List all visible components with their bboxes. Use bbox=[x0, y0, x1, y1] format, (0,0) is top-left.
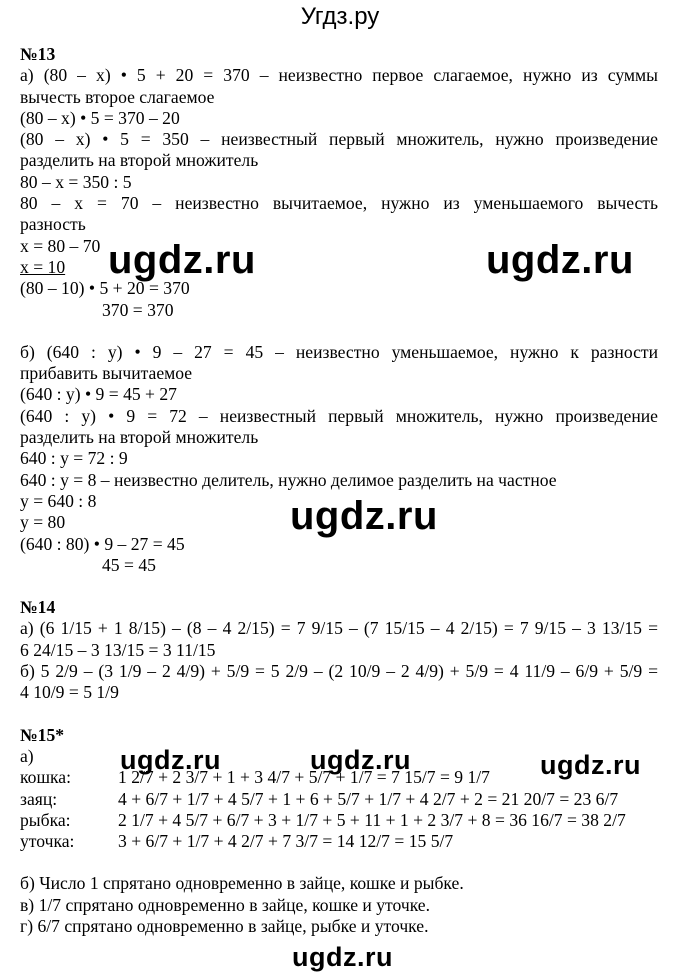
p13-a-line-9: х = 80 – 70 bbox=[20, 235, 101, 256]
p13-b-line-1: б) (640 : у) • 9 – 27 = 45 – неизвестно уменьшаемое, нужно к разности bbox=[20, 341, 658, 362]
p13-a-line-8: разность bbox=[20, 214, 86, 235]
solutions-content bbox=[20, 44, 658, 937]
p14-line-3: б) 5 2/9 – (3 1/9 – 2 4/9) + 5/9 = 5 2/9 – (2 10/9 – 2 4/9) + 5/9 = 4 11/9 – 6/9 + 5/9 = bbox=[20, 661, 658, 682]
p13-a-line-6: 80 – х = 350 : 5 bbox=[20, 171, 132, 192]
p13-b-line-6: 640 : у = 72 : 9 bbox=[20, 448, 128, 469]
p15-row-expr: 2 1/7 + 4 5/7 + 6/7 + 3 + 1/7 + 5 + 11 + 1 + 2 3/7 + 8 = 36 16/7 = 38 2/7 bbox=[118, 809, 626, 830]
p13-a-check: (80 – 10) • 5 + 20 = 370 bbox=[20, 278, 190, 299]
p15-row-expr: 1 2/7 + 2 3/7 + 1 + 3 4/7 + 5/7 + 1/7 = 7 15/7 = 9 1/7 bbox=[118, 767, 490, 788]
p15-answer-b: б) Число 1 спрятано одновременно в зайце, кошке и рыбке. bbox=[20, 873, 464, 894]
p13-a-line-5: разделить на второй множитель bbox=[20, 150, 259, 171]
p13-a-line-3: (80 – х) • 5 = 370 – 20 bbox=[20, 107, 180, 128]
p13-b-line-9: у = 80 bbox=[20, 512, 66, 533]
watermark: ugdz.ru bbox=[290, 494, 438, 538]
p15-answer-g: г) 6/7 спрятано одновременно в зайце, рыбке и уточке. bbox=[20, 915, 429, 936]
p13-b-line-3: (640 : у) • 9 = 45 + 27 bbox=[20, 384, 177, 405]
p15-row-hare bbox=[20, 789, 658, 810]
p15-part-a: а) bbox=[20, 745, 34, 766]
p15-row-label: уточка: bbox=[20, 831, 75, 852]
p15-row-duck bbox=[20, 831, 658, 852]
p15-row-fish bbox=[20, 810, 658, 831]
problem-14-heading: №14 bbox=[20, 597, 56, 618]
problem-13-heading: №13 bbox=[20, 44, 56, 64]
watermark: ugdz.ru bbox=[540, 750, 641, 780]
p13-b-check-result: 45 = 45 bbox=[102, 554, 156, 575]
p13-b-line-2: прибавить вычитаемое bbox=[20, 363, 193, 384]
p15-row-expr: 3 + 6/7 + 1/7 + 4 2/7 + 7 3/7 = 14 12/7 = 15 5/7 bbox=[118, 831, 454, 852]
watermark: ugdz.ru bbox=[120, 745, 221, 775]
p14-line-1: а) (6 1/15 + 1 8/15) – (8 – 4 2/15) = 7 9/15 – (7 15/15 – 4 2/15) = 7 9/15 – 3 13/15 = bbox=[20, 618, 658, 639]
p13-a-line-1: а) (80 – х) • 5 + 20 = 370 – неизвестно первое слагаемое, нужно из суммы bbox=[20, 65, 658, 86]
p13-b-check: (640 : 80) • 9 – 27 = 45 bbox=[20, 533, 185, 554]
p13-b-line-7: 640 : у = 8 – неизвестно делитель, нужно делимое разделить на частное bbox=[20, 469, 557, 490]
p13-a-line-7: 80 – х = 70 – неизвестно вычитаемое, нужно из уменьшаемого вычесть bbox=[20, 193, 658, 214]
p13-b-line-5: разделить на второй множитель bbox=[20, 427, 259, 448]
p14-line-2: 6 24/15 – 3 13/15 = 3 11/15 bbox=[20, 639, 216, 660]
p14-line-4: 4 10/9 = 5 1/9 bbox=[20, 682, 119, 703]
p13-a-line-4: (80 – х) • 5 = 350 – неизвестный первый множитель, нужно произведение bbox=[20, 129, 658, 150]
p15-row-label: заяц: bbox=[20, 788, 58, 809]
p15-row-expr: 4 + 6/7 + 1/7 + 4 5/7 + 1 + 6 + 5/7 + 1/7 + 4 2/7 + 2 = 21 20/7 = 23 6/7 bbox=[118, 788, 619, 809]
watermark: ugdz.ru bbox=[486, 238, 634, 282]
p13-b-line-8: у = 640 : 8 bbox=[20, 490, 97, 511]
p15-answer-v: в) 1/7 спрятано одновременно в зайце, кошке и уточке. bbox=[20, 894, 431, 915]
watermark: ugdz.ru bbox=[310, 745, 411, 775]
watermark: ugdz.ru bbox=[108, 238, 256, 282]
p13-a-answer: х = 10 bbox=[20, 256, 66, 277]
p15-row-label: рыбка: bbox=[20, 809, 71, 830]
site-title: Угдз.ру bbox=[300, 3, 380, 30]
p13-a-check-result: 370 = 370 bbox=[102, 299, 174, 320]
p13-a-line-2: вычесть второе слагаемое bbox=[20, 86, 215, 107]
watermark: ugdz.ru bbox=[292, 942, 393, 972]
p15-row-label: кошка: bbox=[20, 767, 71, 788]
problem-15-heading: №15* bbox=[20, 724, 65, 745]
p13-b-line-4: (640 : у) • 9 = 72 – неизвестный первый множитель, нужно произведение bbox=[20, 405, 658, 426]
